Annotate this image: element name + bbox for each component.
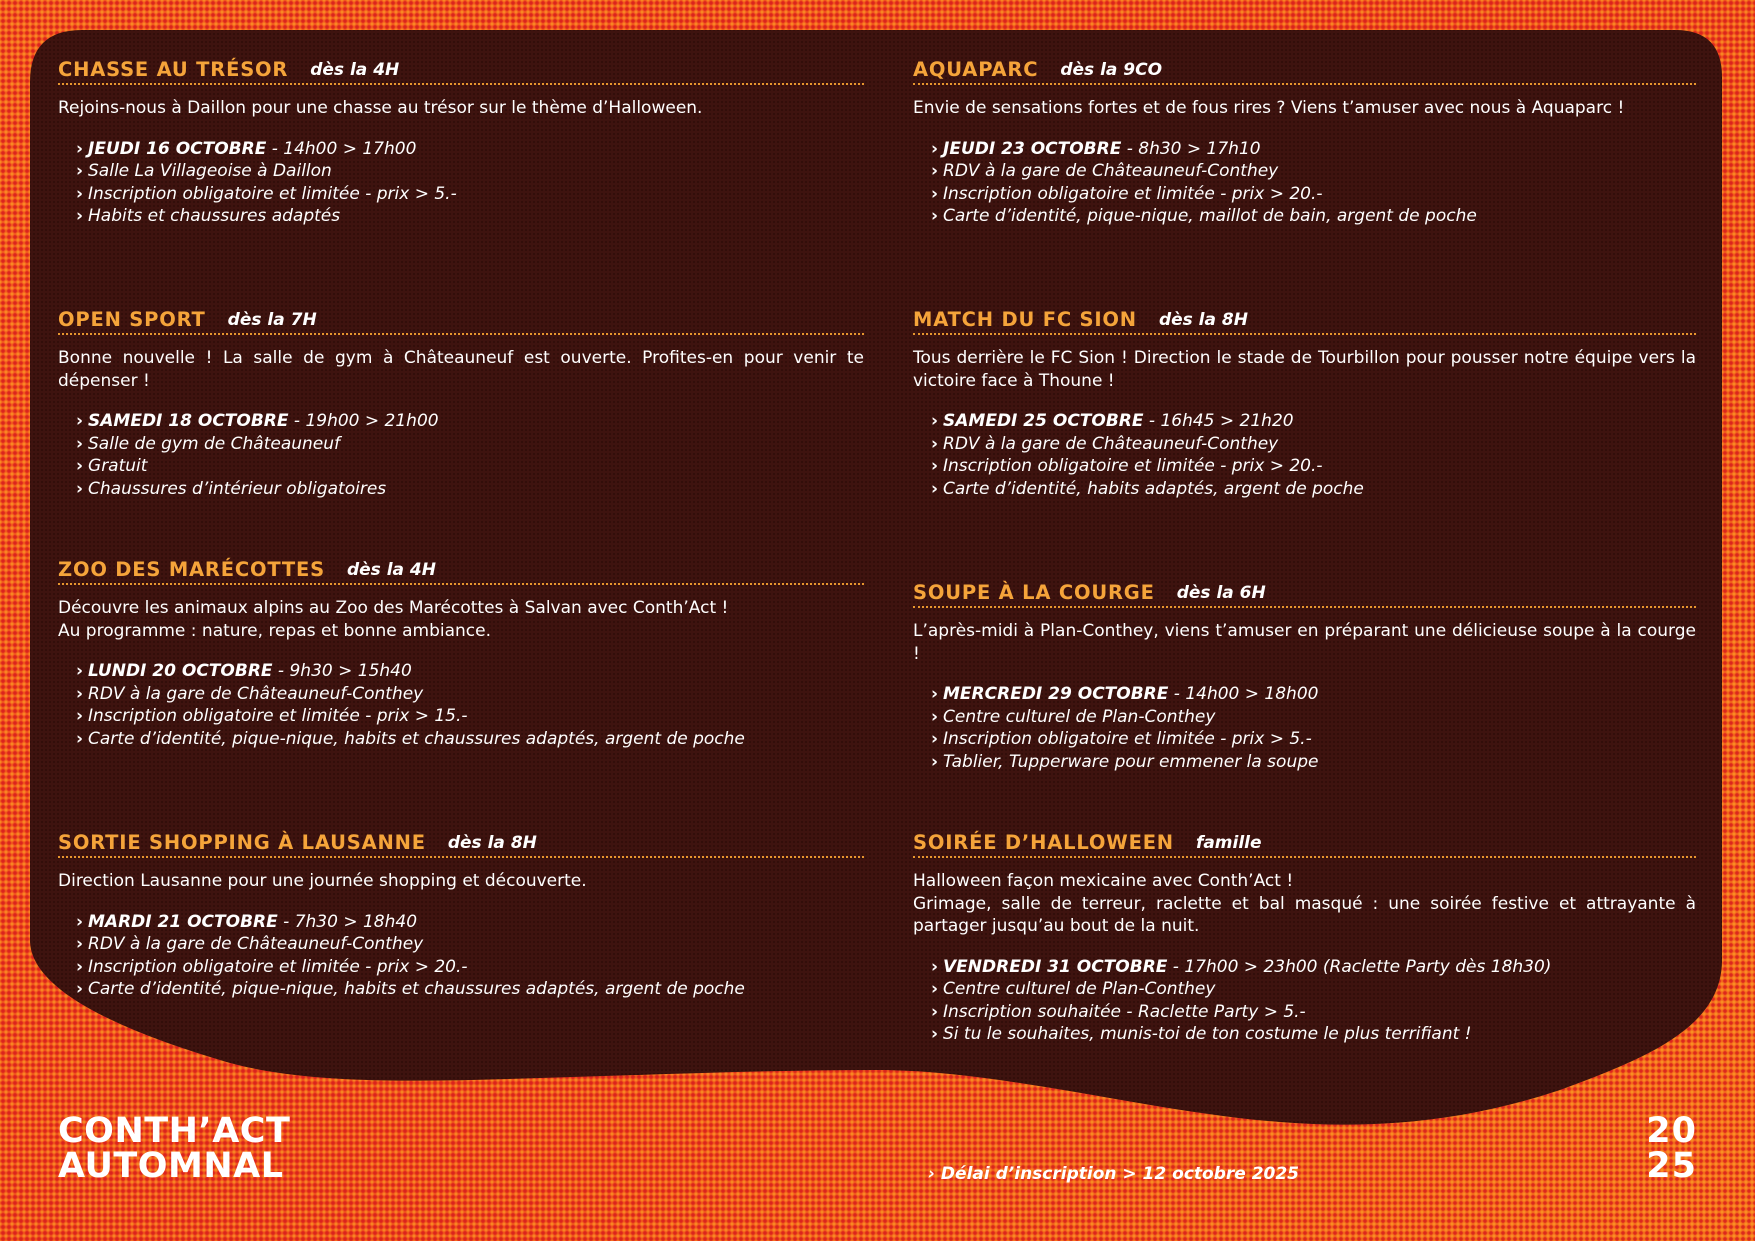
event-date: JEUDI 16 OCTOBRE <box>88 138 267 159</box>
chevron-right-icon: › <box>76 706 84 726</box>
event-details <box>913 956 1696 1046</box>
event-title: SORTIE SHOPPING À LAUSANNE <box>58 831 426 854</box>
event-header <box>58 550 864 585</box>
event-datetime <box>76 410 864 433</box>
event-age: dès la 8H <box>1158 310 1248 330</box>
chevron-right-icon: › <box>76 478 84 499</box>
event-date: SAMEDI 25 OCTOBRE <box>943 411 1144 431</box>
chevron-right-icon: › <box>931 751 939 772</box>
chevron-right-icon: › <box>931 456 939 476</box>
chevron-right-icon: › <box>931 478 939 499</box>
chevron-right-icon: › <box>76 728 84 749</box>
event-title: SOIRÉE D’HALLOWEEN <box>913 831 1174 854</box>
event-detail: › Chaussures d’intérieur obligatoires <box>76 478 387 499</box>
event-time: - 8h30 > 17h10 <box>1121 138 1261 159</box>
event-datetime <box>931 138 1696 161</box>
event-detail: › Si tu le souhaites, munis-toi de ton costume le plus terrifiant ! <box>931 1024 1472 1044</box>
event-soupe-a-la-courge <box>913 573 1696 773</box>
event-chasse-au-tresor <box>58 50 864 228</box>
chevron-right-icon: › <box>931 1001 939 1022</box>
event-datetime <box>76 660 864 683</box>
event-details <box>58 911 864 1001</box>
event-soiree-halloween <box>913 823 1696 1046</box>
event-title: CHASSE AU TRÉSOR <box>58 58 289 81</box>
event-detail: › Inscription obligatoire et limitée - prix > 15.- <box>76 706 468 726</box>
event-detail: › Inscription obligatoire et limitée - prix > 5.- <box>76 183 457 204</box>
event-detail: › Inscription obligatoire et limitée - prix > 20.- <box>931 183 1323 204</box>
event-age: dès la 4H <box>346 560 436 580</box>
event-date: JEUDI 23 OCTOBRE <box>943 138 1122 159</box>
event-datetime <box>931 410 1696 433</box>
chevron-right-icon: › <box>76 411 84 431</box>
event-detail: › Inscription souhaitée - Raclette Party > 5.- <box>931 1001 1306 1022</box>
event-age: dès la 4H <box>310 60 400 80</box>
event-detail: › Centre culturel de Plan-Conthey <box>931 706 1216 727</box>
event-time: - 19h00 > 21h00 <box>288 411 439 431</box>
event-detail: › Salle de gym de Châteauneuf <box>76 433 341 454</box>
chevron-right-icon: › <box>76 979 84 999</box>
event-header <box>913 573 1696 608</box>
event-description: Direction Lausanne pour une journée shopping et découverte. <box>58 871 587 891</box>
event-age: dès la 6H <box>1176 583 1266 603</box>
event-date: MARDI 21 OCTOBRE <box>88 911 278 932</box>
event-description: Tous derrière le FC Sion ! Direction le stade de Tourbillon pour pousser notre équipe vers la victoire face à Thoune ! <box>913 348 1696 391</box>
event-detail: › Inscription obligatoire et limitée - prix > 20.- <box>76 956 468 977</box>
event-detail: › Carte d’identité, pique-nique, maillot de bain, argent de poche <box>931 206 1477 226</box>
chevron-right-icon: › <box>76 456 84 476</box>
event-detail: › Habits et chaussures adaptés <box>76 206 341 226</box>
event-detail: › Carte d’identité, pique-nique, habits et chaussures adaptés, argent de poche <box>76 979 745 999</box>
event-datetime <box>931 683 1696 706</box>
event-header <box>913 300 1696 335</box>
event-detail: › RDV à la gare de Châteauneuf-Conthey <box>76 683 424 704</box>
event-detail: › Centre culturel de Plan-Conthey <box>931 979 1216 999</box>
event-datetime <box>76 138 864 161</box>
event-description: Halloween façon mexicaine avec Conth’Act ! Grimage, salle de terreur, raclette et bal masqué : une soirée festive et attrayante à partager jusqu’au bout de la nuit. <box>913 871 1696 936</box>
chevron-right-icon: › <box>931 1024 939 1044</box>
chevron-right-icon: › <box>931 183 939 204</box>
chevron-right-icon: › <box>76 183 84 204</box>
event-detail: › RDV à la gare de Châteauneuf-Conthey <box>76 934 424 954</box>
event-age: dès la 9CO <box>1060 60 1163 80</box>
event-header <box>58 50 864 85</box>
event-age: famille <box>1195 833 1262 853</box>
chevron-right-icon: › <box>931 138 939 159</box>
chevron-right-icon: › <box>76 683 84 704</box>
chevron-right-icon: › <box>76 433 84 454</box>
chevron-right-icon: › <box>931 729 939 749</box>
chevron-right-icon: › <box>76 934 84 954</box>
event-time: - 14h00 > 18h00 <box>1168 684 1319 704</box>
event-details <box>58 660 864 750</box>
event-header <box>913 823 1696 858</box>
event-description: Envie de sensations fortes et de fous rires ? Viens t’amuser avec nous à Aquaparc ! <box>913 98 1625 118</box>
chevron-right-icon: › <box>76 138 84 159</box>
chevron-right-icon: › <box>76 661 84 681</box>
event-time: - 9h30 > 15h40 <box>272 661 412 681</box>
event-detail: › RDV à la gare de Châteauneuf-Conthey <box>931 161 1279 181</box>
event-sortie-shopping <box>58 823 864 1001</box>
event-details <box>913 410 1696 500</box>
event-age: dès la 8H <box>447 833 537 853</box>
chevron-right-icon: › <box>76 956 84 977</box>
event-details <box>58 138 864 228</box>
event-header <box>913 50 1696 85</box>
brand-logo-text <box>58 1111 291 1186</box>
chevron-right-icon: › <box>76 161 84 181</box>
event-time: - 17h00 > 23h00 (Raclette Party dès 18h30) <box>1167 956 1552 977</box>
event-detail: › Inscription obligatoire et limitée - prix > 5.- <box>931 729 1312 749</box>
chevron-right-icon: › <box>931 684 939 704</box>
event-datetime <box>76 911 864 934</box>
event-date: VENDREDI 31 OCTOBRE <box>943 956 1168 977</box>
event-detail: › Salle La Villageoise à Daillon <box>76 161 332 181</box>
event-title: OPEN SPORT <box>58 308 206 331</box>
event-title: MATCH DU FC SION <box>913 308 1137 331</box>
event-detail: › Gratuit <box>76 456 148 476</box>
event-description: L’après-midi à Plan-Conthey, viens t’amuser en préparant une délicieuse soupe à la courge ! <box>913 621 1696 664</box>
event-header <box>58 300 864 335</box>
registration-deadline: › Délai d’inscription > 12 octobre 2025 <box>928 1164 1300 1184</box>
event-header <box>58 823 864 858</box>
brand-line-1: CONTH’ACT <box>58 1111 291 1151</box>
chevron-right-icon: › <box>931 956 939 977</box>
chevron-right-icon: › <box>931 433 939 454</box>
chevron-right-icon: › <box>931 206 939 226</box>
event-description: Bonne nouvelle ! La salle de gym à Châteauneuf est ouverte. Profites-en pour venir te dépenser ! <box>58 348 864 391</box>
event-aquaparc <box>913 50 1696 228</box>
event-detail: › RDV à la gare de Châteauneuf-Conthey <box>931 433 1279 454</box>
event-detail: › Carte d’identité, habits adaptés, argent de poche <box>931 478 1364 499</box>
year-line-2: 25 <box>1646 1146 1697 1186</box>
event-title: ZOO DES MARÉCOTTES <box>58 558 325 581</box>
event-details <box>58 410 864 500</box>
event-detail: › Inscription obligatoire et limitée - prix > 20.- <box>931 456 1323 476</box>
brand-line-2: AUTOMNAL <box>58 1146 284 1186</box>
event-age: dès la 7H <box>227 310 317 330</box>
chevron-right-icon: › <box>931 161 939 181</box>
event-time: - 7h30 > 18h40 <box>277 911 418 932</box>
event-detail: › Carte d’identité, pique-nique, habits et chaussures adaptés, argent de poche <box>76 728 745 749</box>
event-zoo-des-marecottes <box>58 550 864 750</box>
chevron-right-icon: › <box>76 206 84 226</box>
chevron-right-icon: › <box>931 706 939 727</box>
year-badge <box>1646 1111 1697 1186</box>
event-time: - 16h45 > 21h20 <box>1143 411 1294 431</box>
year-line-1: 20 <box>1646 1111 1697 1151</box>
event-detail: › Tablier, Tupperware pour emmener la soupe <box>931 751 1319 772</box>
event-date: MERCREDI 29 OCTOBRE <box>943 684 1169 704</box>
event-description: Rejoins-nous à Daillon pour une chasse au trésor sur le thème d’Halloween. <box>58 98 703 118</box>
event-details <box>913 683 1696 773</box>
event-details <box>913 138 1696 228</box>
chevron-right-icon: › <box>931 979 939 999</box>
event-description: Découvre les animaux alpins au Zoo des Marécottes à Salvan avec Conth’Act ! Au programme : nature, repas et bonne ambiance. <box>58 598 729 641</box>
event-open-sport <box>58 300 864 500</box>
event-title: SOUPE À LA COURGE <box>913 581 1155 604</box>
event-time: - 14h00 > 17h00 <box>266 138 417 159</box>
event-title: AQUAPARC <box>913 58 1039 81</box>
chevron-right-icon: › <box>76 911 84 932</box>
event-date: LUNDI 20 OCTOBRE <box>88 661 273 681</box>
event-match-fc-sion <box>913 300 1696 500</box>
chevron-right-icon: › <box>931 411 939 431</box>
event-datetime <box>931 956 1696 979</box>
event-date: SAMEDI 18 OCTOBRE <box>88 411 289 431</box>
